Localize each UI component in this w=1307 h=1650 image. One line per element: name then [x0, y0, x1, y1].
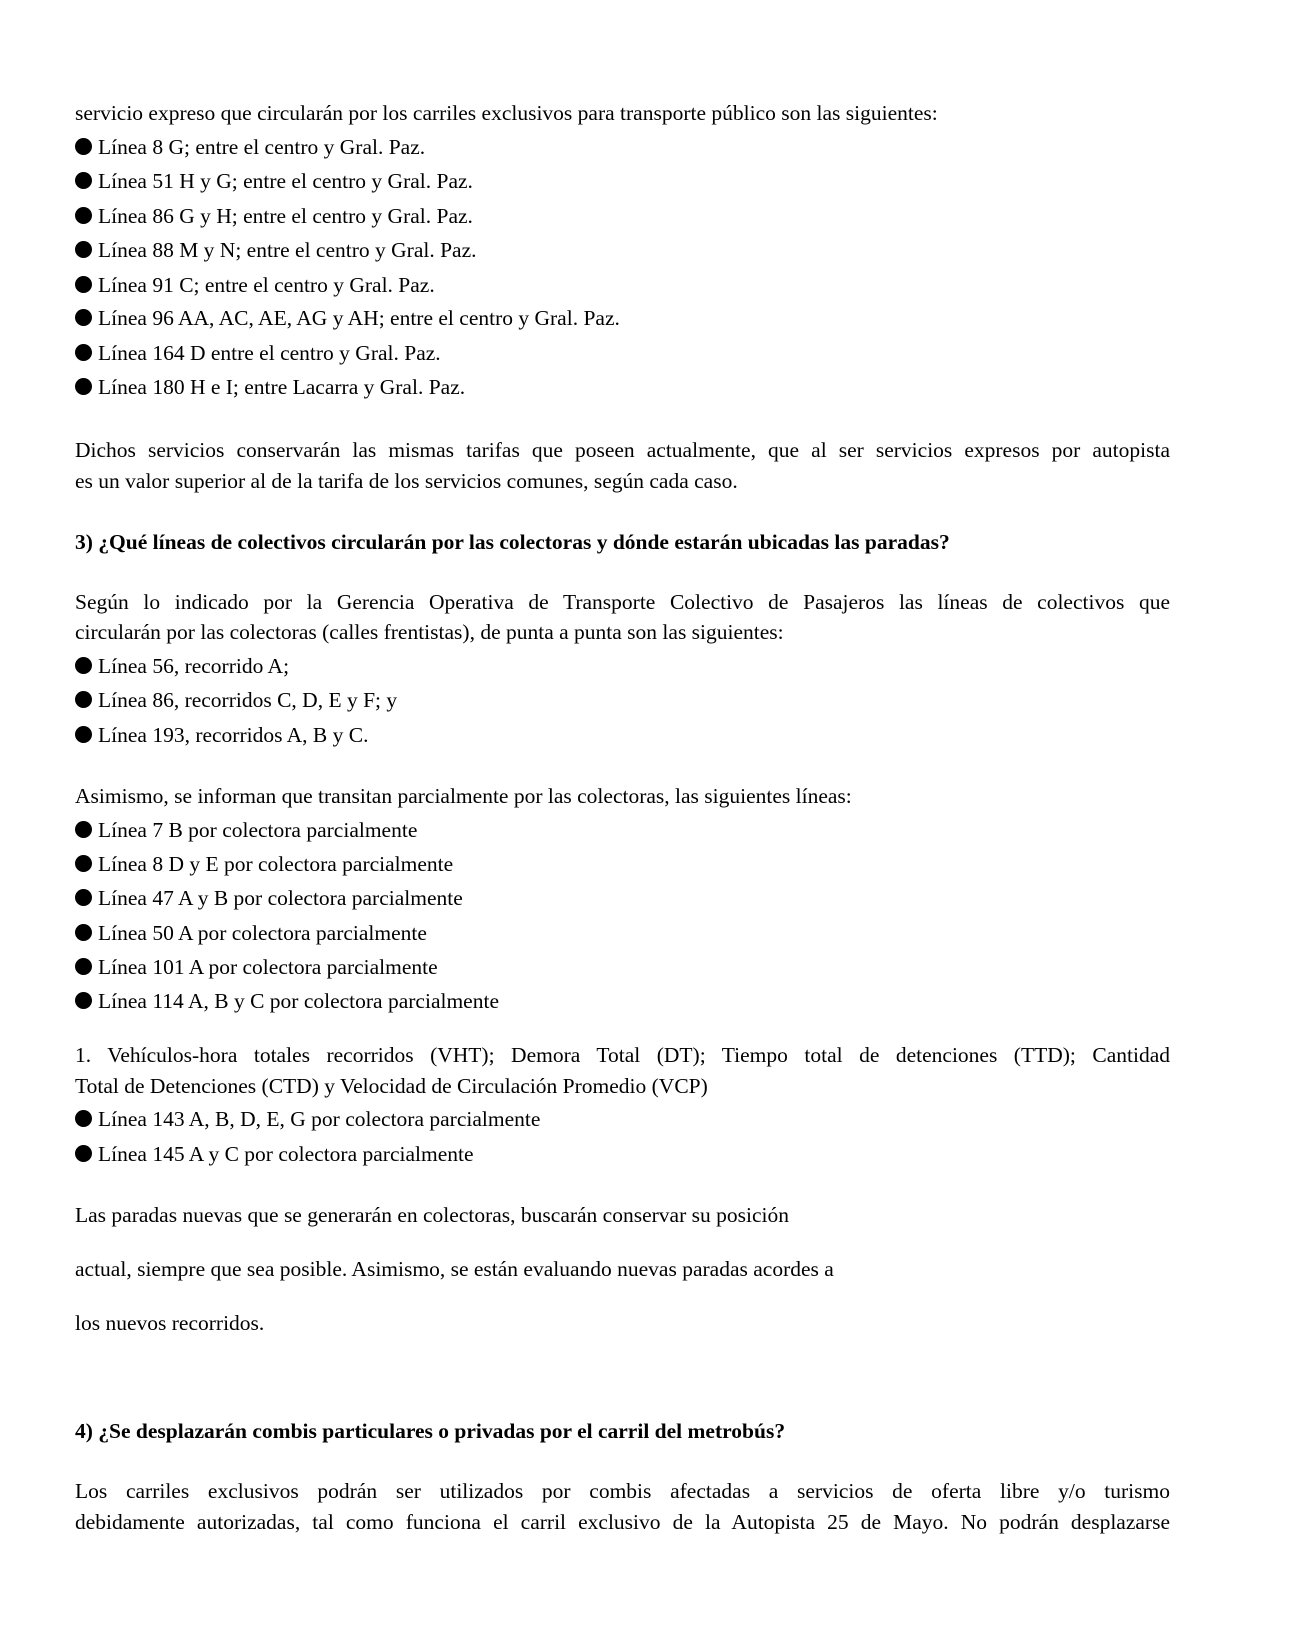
intro-line: servicio expreso que circularán por los carriles exclusivos para transporte público son las siguientes:: [75, 101, 938, 125]
list-item: Línea 193, recorridos A, B y C.: [75, 722, 369, 748]
bullet-icon: [75, 276, 92, 293]
list-item: Línea 51 H y G; entre el centro y Gral. Paz.: [75, 168, 473, 194]
paragraph-line: Dichos servicios conservarán las mismas tarifas que poseen actualmente, que al ser servicios expresos por autopista: [75, 438, 1170, 462]
footnote-line: Total de Detenciones (CTD) y Velocidad de Circulación Promedio (VCP): [75, 1074, 708, 1098]
paragraph-line: debidamente autorizadas, tal como funciona el carril exclusivo de la Autopista 25 de Mayo. No podrán desplazarse: [75, 1510, 1170, 1534]
paragraph-line: Las paradas nuevas que se generarán en colectoras, buscarán conservar su posición: [75, 1203, 789, 1227]
paragraph-line: actual, siempre que sea posible. Asimismo, se están evaluando nuevas paradas acordes a: [75, 1257, 834, 1281]
list-item: Línea 180 H e I; entre Lacarra y Gral. Paz.: [75, 374, 465, 400]
bullet-icon: [75, 924, 92, 941]
bullet-icon: [75, 1110, 92, 1127]
question-3-heading: 3) ¿Qué líneas de colectivos circularán por las colectoras y dónde estarán ubicadas las paradas?: [75, 530, 950, 554]
question-4-heading: 4) ¿Se desplazarán combis particulares o privadas por el carril del metrobús?: [75, 1419, 786, 1443]
bullet-icon: [75, 855, 92, 872]
list-item: Línea 145 A y C por colectora parcialmente: [75, 1141, 474, 1167]
list-item: Línea 164 D entre el centro y Gral. Paz.: [75, 340, 441, 366]
list-item: Línea 91 C; entre el centro y Gral. Paz.: [75, 272, 435, 298]
bullet-icon: [75, 889, 92, 906]
bullet-icon: [75, 344, 92, 361]
list-item: Línea 56, recorrido A;: [75, 653, 289, 679]
footnote-line: 1. Vehículos-hora totales recorridos (VHT); Demora Total (DT); Tiempo total de detenciones (TTD); Cantidad: [75, 1043, 1170, 1067]
paragraph-line: Según lo indicado por la Gerencia Operativa de Transporte Colectivo de Pasajeros las líneas de colectivos que: [75, 590, 1170, 614]
bullet-icon: [75, 207, 92, 224]
paragraph-line: los nuevos recorridos.: [75, 1311, 265, 1335]
list-item: Línea 96 AA, AC, AE, AG y AH; entre el centro y Gral. Paz.: [75, 305, 620, 331]
bullet-icon: [75, 821, 92, 838]
bullet-icon: [75, 657, 92, 674]
list-item: Línea 114 A, B y C por colectora parcialmente: [75, 988, 499, 1014]
list-item: Línea 86, recorridos C, D, E y F; y: [75, 687, 397, 713]
bullet-icon: [75, 1145, 92, 1162]
bullet-icon: [75, 992, 92, 1009]
partial-intro: Asimismo, se informan que transitan parcialmente por las colectoras, las siguientes líneas:: [75, 784, 852, 808]
list-item: Línea 88 M y N; entre el centro y Gral. Paz.: [75, 237, 477, 263]
list-item: Línea 47 A y B por colectora parcialmente: [75, 885, 463, 911]
paragraph-line: circularán por las colectoras (calles frentistas), de punta a punta son las siguientes:: [75, 620, 784, 644]
bullet-icon: [75, 378, 92, 395]
bullet-icon: [75, 958, 92, 975]
list-item: Línea 8 D y E por colectora parcialmente: [75, 851, 453, 877]
bullet-icon: [75, 241, 92, 258]
list-item: Línea 143 A, B, D, E, G por colectora parcialmente: [75, 1106, 540, 1132]
bullet-icon: [75, 309, 92, 326]
list-item: Línea 101 A por colectora parcialmente: [75, 954, 438, 980]
bullet-icon: [75, 138, 92, 155]
paragraph-line: es un valor superior al de la tarifa de los servicios comunes, según cada caso.: [75, 469, 738, 493]
list-item: Línea 86 G y H; entre el centro y Gral. Paz.: [75, 203, 473, 229]
list-item: Línea 7 B por colectora parcialmente: [75, 817, 417, 843]
list-item: Línea 8 G; entre el centro y Gral. Paz.: [75, 134, 425, 160]
bullet-icon: [75, 726, 92, 743]
bullet-icon: [75, 691, 92, 708]
paragraph-line: Los carriles exclusivos podrán ser utilizados por combis afectadas a servicios de oferta libre y/o turismo: [75, 1479, 1170, 1503]
list-item: Línea 50 A por colectora parcialmente: [75, 920, 427, 946]
bullet-icon: [75, 172, 92, 189]
